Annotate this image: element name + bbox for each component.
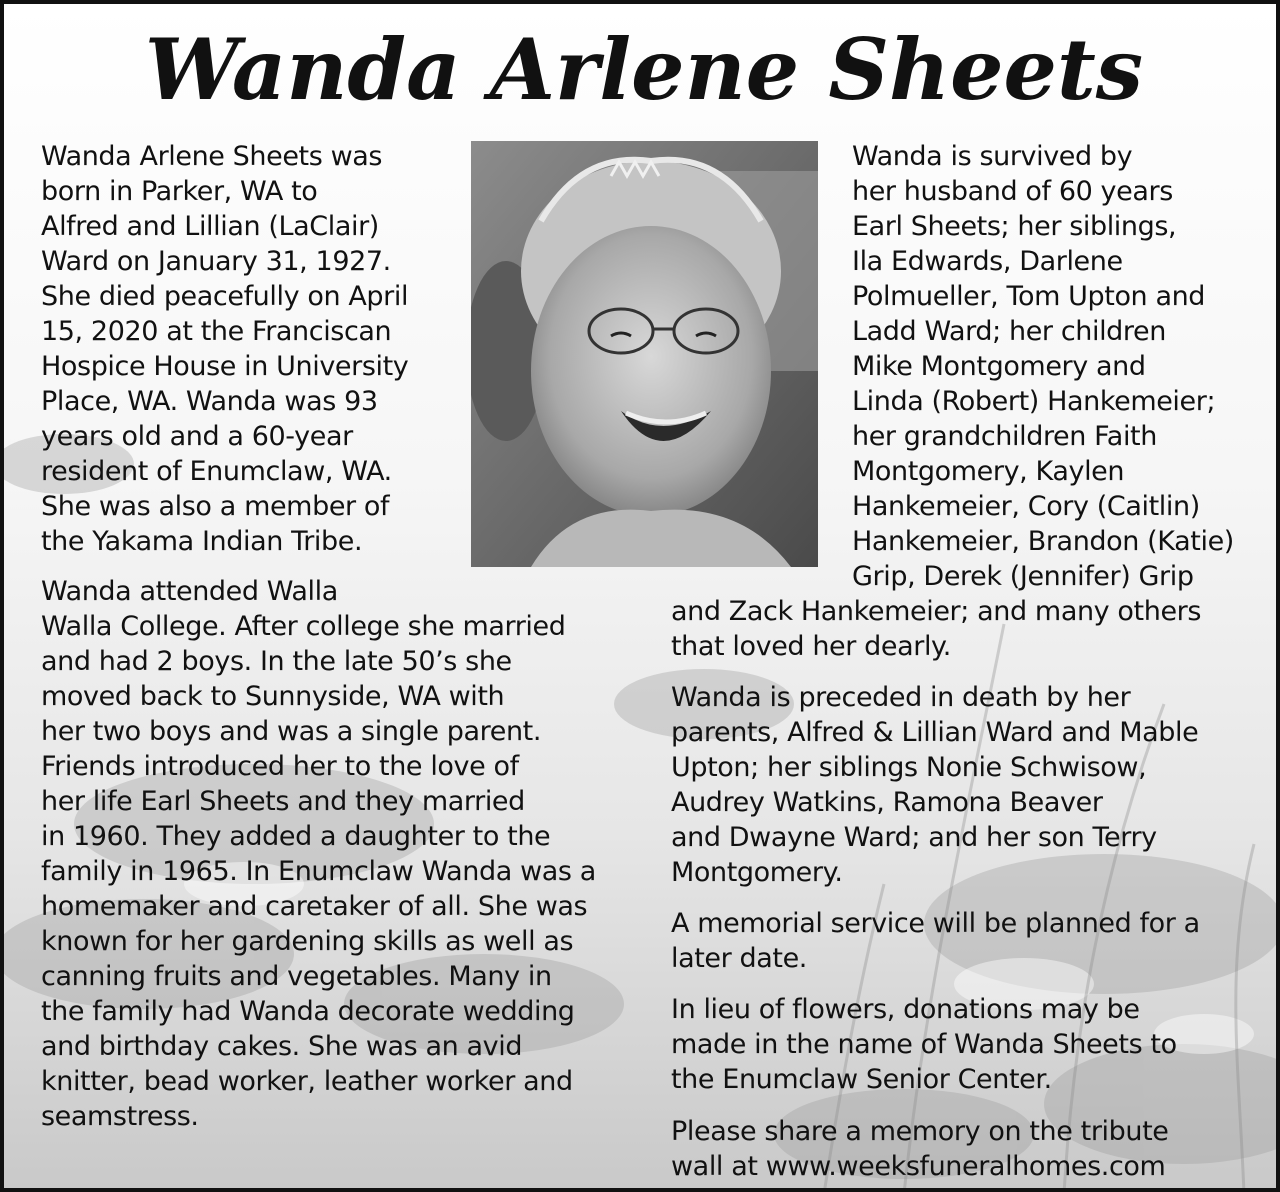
obituary-text-line: the Yakama Indian Tribe. (41, 526, 363, 557)
obituary-text-line: and Dwayne Ward; and her son Terry (671, 822, 1157, 853)
obituary-text-line: that loved her dearly. (671, 631, 951, 662)
obituary-text-line: and birthday cakes. She was an avid (41, 1031, 523, 1062)
obituary-text-line: born in Parker, WA to (41, 176, 318, 207)
obituary-text-line: Ladd Ward; her children (852, 316, 1166, 347)
obituary-text-line: homemaker and caretaker of all. She was (41, 891, 588, 922)
portrait-image (471, 141, 818, 567)
obituary-text-line: Walla College. After college she married (41, 611, 566, 642)
obituary-text-line: Alfred and Lillian (LaClair) (41, 211, 379, 242)
obituary-text-line: Wanda attended Walla (41, 576, 338, 607)
obituary-text-line: moved back to Sunnyside, WA with (41, 681, 505, 712)
obituary-text-line: Friends introduced her to the love of (41, 751, 519, 782)
obituary-text-line: Wanda is survived by (852, 141, 1133, 172)
obituary-text-line: her two boys and was a single parent. (41, 716, 542, 747)
obituary-text-line: Earl Sheets; her siblings, (852, 211, 1177, 242)
obituary-text-line: 15, 2020 at the Franciscan (41, 316, 392, 347)
obituary-title: Wanda Arlene Sheets (144, 20, 1144, 119)
obituary-text-line: and had 2 boys. In the late 50’s she (41, 646, 512, 677)
obituary-text-line: Ila Edwards, Darlene (852, 246, 1123, 277)
obituary-text-line: family in 1965. In Enumclaw Wanda was a (41, 856, 596, 887)
obituary-text-line: her life Earl Sheets and they married (41, 786, 525, 817)
obituary-text-line: Hospice House in University (41, 351, 409, 382)
obituary-text-line: resident of Enumclaw, WA. (41, 456, 392, 487)
obituary-text-line: years old and a 60-year (41, 421, 353, 452)
obituary-text-line: She was also a member of (41, 491, 390, 522)
obituary-text-line: Please share a memory on the tribute (671, 1116, 1169, 1147)
obituary-text-line: Polmueller, Tom Upton and (852, 281, 1206, 312)
obituary-text-line: Hankemeier, Brandon (Katie) (852, 526, 1234, 557)
obituary-text-line: Upton; her siblings Nonie Schwisow, (671, 752, 1147, 783)
obituary-text-line: Linda (Robert) Hankemeier; (852, 386, 1216, 417)
obituary-text-line: Audrey Watkins, Ramona Beaver (671, 787, 1103, 818)
obituary-text-line: the Enumclaw Senior Center. (671, 1064, 1052, 1095)
obituary-text-line: canning fruits and vegetables. Many in (41, 961, 552, 992)
obituary-text-line: the family had Wanda decorate wedding (41, 996, 575, 1027)
obituary-text-line: seamstress. (41, 1101, 199, 1132)
obituary-text-line: Wanda Arlene Sheets was (41, 141, 383, 172)
portrait-photo (471, 141, 818, 567)
obituary-text-line: Montgomery. (671, 857, 843, 888)
obituary-text-line: Mike Montgomery and (852, 351, 1146, 382)
obituary-text-line: A memorial service will be planned for a (671, 908, 1200, 939)
obituary-text-line: Hankemeier, Cory (Caitlin) (852, 491, 1200, 522)
obituary-text-line: Montgomery, Kaylen (852, 456, 1125, 487)
obituary-text-line: her husband of 60 years (852, 176, 1173, 207)
obituary-text-line: wall at www.weeksfuneralhomes.com (671, 1151, 1166, 1182)
obituary-text-line: parents, Alfred & Lillian Ward and Mable (671, 717, 1199, 748)
obituary-text-line: In lieu of flowers, donations may be (671, 994, 1140, 1025)
obituary-text-line: later date. (671, 943, 807, 974)
obituary-text-line: made in the name of Wanda Sheets to (671, 1029, 1177, 1060)
obituary-text-line: in 1960. They added a daughter to the (41, 821, 551, 852)
obituary-text-line: Grip, Derek (Jennifer) Grip (852, 561, 1194, 592)
obituary-text-line: Wanda is preceded in death by her (671, 682, 1131, 713)
obituary-text-line: Ward on January 31, 1927. (41, 246, 391, 277)
obituary-text-line: knitter, bead worker, leather worker and (41, 1066, 573, 1097)
obituary-text-line: Place, WA. Wanda was 93 (41, 386, 378, 417)
obituary-text-line: known for her gardening skills as well as (41, 926, 574, 957)
obituary-text-line: She died peacefully on April (41, 281, 409, 312)
obituary-text-line: her grandchildren Faith (852, 421, 1157, 452)
obituary-text-line: and Zack Hankemeier; and many others (671, 596, 1202, 627)
